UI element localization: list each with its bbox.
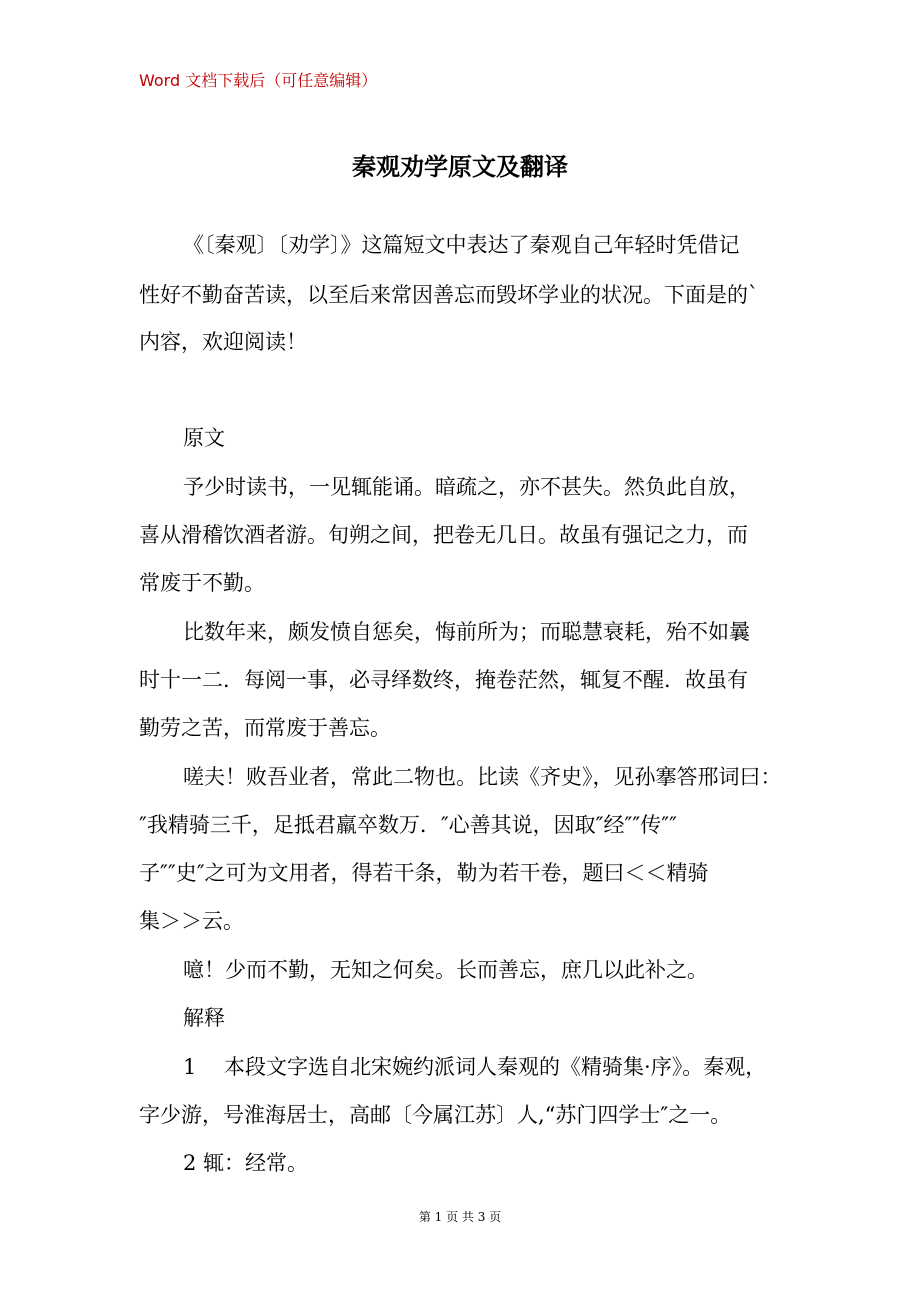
section-heading-notes: 解释 bbox=[183, 1006, 225, 1030]
original-line: 集＞＞云。 bbox=[139, 909, 244, 933]
intro-line: 性好不勤奋苦读，以至后来常因善忘而毁坏学业的状况。下面是的` bbox=[139, 283, 759, 307]
note-line: 2 辄：经常。 bbox=[183, 1151, 309, 1175]
document-header: Word 文档下载后（可任意编辑） bbox=[139, 71, 378, 90]
page-number-footer: 第 1 页 共 3 页 bbox=[418, 1210, 502, 1224]
original-line: 比数年来，颇发愤自惩矣，悔前所为；而聪慧衰耗，殆不如曩 bbox=[183, 620, 750, 644]
note-line: 1 本段文字选自北宋婉约派词人秦观的《精骑集·序》。秦观， bbox=[183, 1055, 767, 1079]
page-title: 秦观劝学原文及翻译 bbox=[352, 152, 568, 181]
original-line: 喜从滑稽饮酒者游。旬朔之间，把卷无几日。故虽有强记之力，而 bbox=[139, 523, 748, 547]
original-line: 嗟夫！败吾业者，常此二物也。比读《齐史》，见孙搴答邢词曰： bbox=[183, 765, 782, 789]
section-heading-original: 原文 bbox=[183, 426, 225, 450]
original-line: 予少时读书，一见辄能诵。暗疏之，亦不甚失。然负此自放， bbox=[183, 475, 750, 499]
original-line: 噫！少而不勤，无知之何矣。长而善忘，庶几以此补之。 bbox=[183, 958, 708, 982]
original-line: 子″″史″之可为文用者，得若干条，勒为若干卷，题曰＜＜精骑 bbox=[139, 861, 709, 885]
intro-line: 内容，欢迎阅读！ bbox=[139, 330, 307, 354]
original-line: 时十一二．每阅一事，必寻绎数终，掩卷茫然，辄复不醒．故虽有 bbox=[139, 668, 748, 692]
intro-line: 《〔秦观〕〔劝学〕》这篇短文中表达了秦观自己年轻时凭借记 bbox=[183, 233, 740, 257]
original-line: 常废于不勤。 bbox=[139, 571, 265, 595]
original-line: ″我精骑三千，足抵君羸卒数万．″心善其说，因取″经″″传″″ bbox=[139, 813, 677, 837]
original-line: 勤劳之苦，而常废于善忘。 bbox=[139, 716, 391, 740]
note-line: 字少游，号淮海居士，高邮〔今属江苏〕人,“苏门四学士″之一。 bbox=[139, 1103, 732, 1127]
